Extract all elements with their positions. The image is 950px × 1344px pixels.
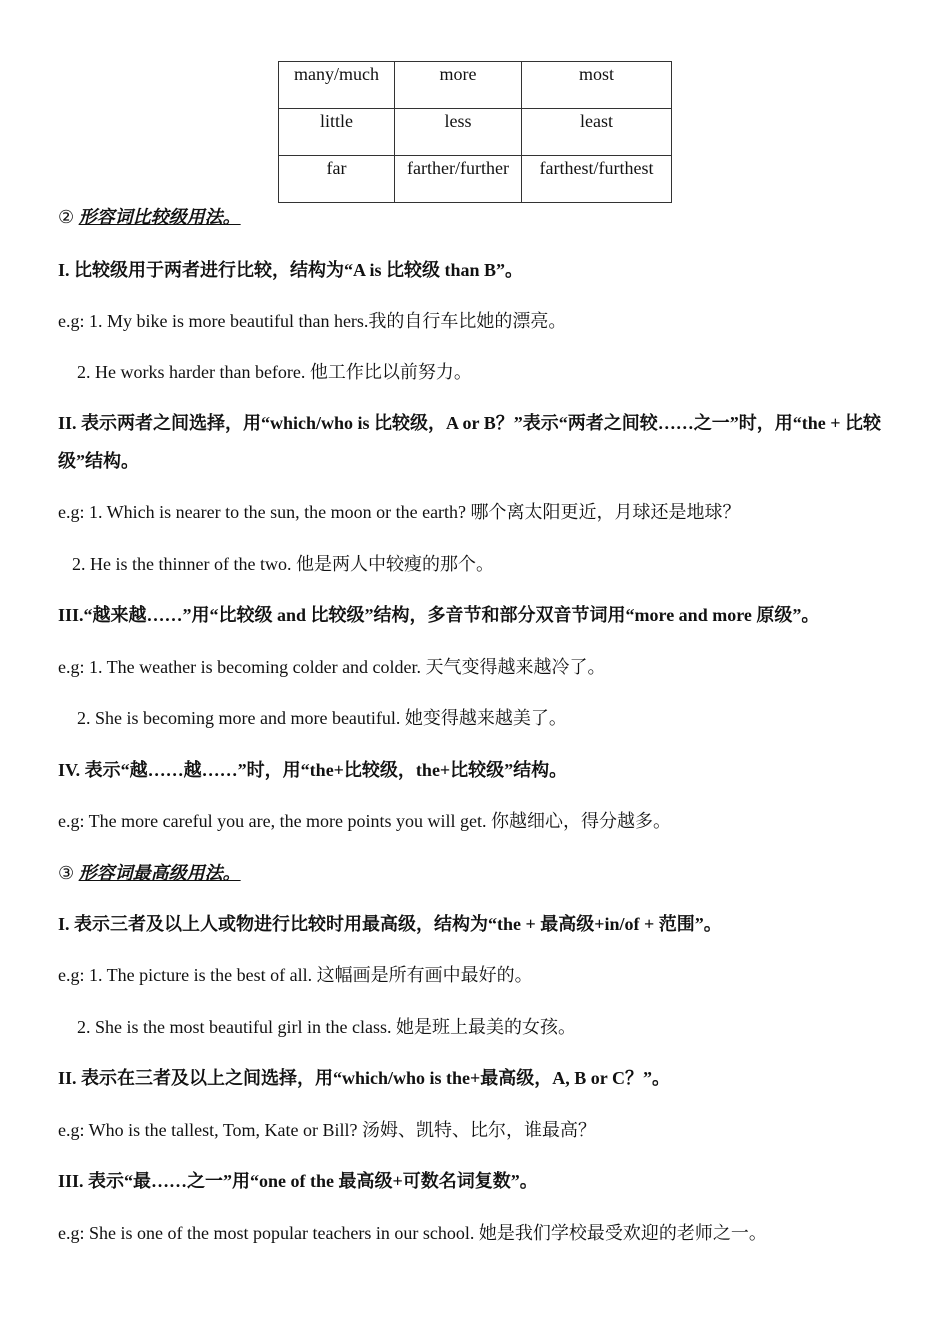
rule-text: III.“越来越……”用“比较级 and 比较级”结构，多音节和部分双音节词用“more and more 原级”。 xyxy=(58,605,820,625)
section-heading-superlative xyxy=(58,861,241,885)
table-row xyxy=(279,62,672,109)
section-title: 形容词比较级用法。 xyxy=(78,207,241,227)
example-text: 2. She is becoming more and more beautiful. 她变得越来越美了。 xyxy=(77,708,567,728)
example-text: e.g: The more careful you are, the more points you will get. 你越细心，得分越多。 xyxy=(58,811,672,831)
example-text: e.g: 1. The weather is becoming colder and colder. 天气变得越来越冷了。 xyxy=(58,657,606,677)
rule-text: II. 表示两者之间选择，用“which/who is 比较级，A or B？”表示“两者之间较……之一”时，用“the + 比较级”结构。 xyxy=(58,413,881,471)
rule-text: III. 表示“最……之一”用“one of the 最高级+可数名词复数”。 xyxy=(58,1171,538,1191)
table-cell: farther/further xyxy=(395,156,522,203)
table-cell: most xyxy=(522,62,672,109)
table-row xyxy=(279,109,672,156)
rule-text: I. 表示三者及以上人或物进行比较时用最高级，结构为“the + 最高级+in/of + 范围”。 xyxy=(58,914,722,934)
example-text: 2. He works harder than before. 他工作比以前努力。 xyxy=(77,362,472,382)
table-cell: little xyxy=(279,109,395,156)
table-cell: more xyxy=(395,62,522,109)
example-text: 2. She is the most beautiful girl in the class. 她是班上最美的女孩。 xyxy=(77,1017,576,1037)
section-title: 形容词最高级用法。 xyxy=(78,863,241,883)
section-marker: ③ xyxy=(58,863,75,883)
comparison-forms-table xyxy=(278,61,672,203)
section-marker: ② xyxy=(58,207,75,227)
example-text: e.g: She is one of the most popular teachers in our school. 她是我们学校最受欢迎的老师之一。 xyxy=(58,1223,767,1243)
table-cell: far xyxy=(279,156,395,203)
table-cell: many/much xyxy=(279,62,395,109)
example-text: e.g: 1. Which is nearer to the sun, the moon or the earth? 哪个离太阳更近，月球还是地球？ xyxy=(58,502,741,522)
table-row xyxy=(279,156,672,203)
rule-text: IV. 表示“越……越……”时，用“the+比较级，the+比较级”结构。 xyxy=(58,760,568,780)
rule-text: I. 比较级用于两者进行比较，结构为“A is 比较级 than B”。 xyxy=(58,260,524,280)
table-cell: least xyxy=(522,109,672,156)
example-text: 2. He is the thinner of the two. 他是两人中较瘦的那个。 xyxy=(72,554,494,574)
example-text: e.g: 1. My bike is more beautiful than hers.我的自行车比她的漂亮。 xyxy=(58,311,567,331)
section-heading-comparative xyxy=(58,205,241,229)
rule-text: II. 表示在三者及以上之间选择，用“which/who is the+最高级，A, B or C？”。 xyxy=(58,1068,670,1088)
example-text: e.g: Who is the tallest, Tom, Kate or Bill? 汤姆、凯特、比尔，谁最高？ xyxy=(58,1120,597,1140)
table-cell: farthest/furthest xyxy=(522,156,672,203)
example-text: e.g: 1. The picture is the best of all. 这幅画是所有画中最好的。 xyxy=(58,965,533,985)
table-cell: less xyxy=(395,109,522,156)
